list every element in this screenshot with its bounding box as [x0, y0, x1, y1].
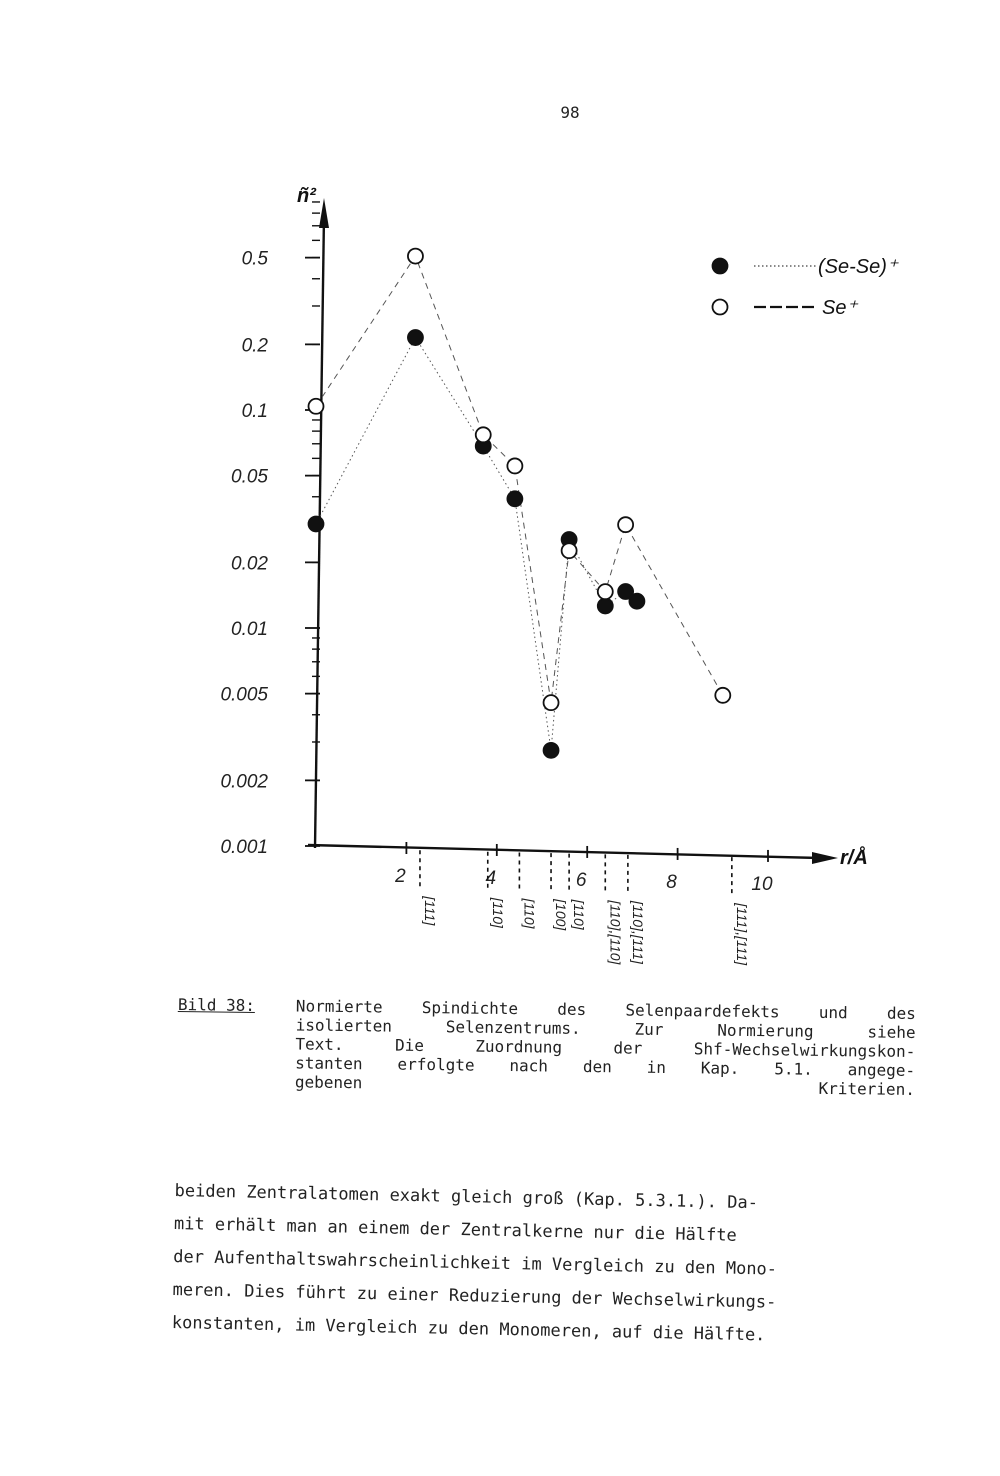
- y-tick-label: 0.05: [231, 466, 268, 488]
- x-tick-label: 2: [395, 865, 406, 887]
- data-point-open: [598, 584, 613, 599]
- y-axis-arrow: [319, 198, 329, 228]
- data-point-filled: [408, 330, 423, 345]
- caption-text: [295, 996, 916, 1099]
- x-tick-label: 10: [751, 873, 773, 895]
- y-tick-label: 0.5: [241, 248, 268, 270]
- y-tick-label: 0.1: [241, 401, 268, 422]
- page-number: 98: [560, 103, 580, 122]
- data-point-filled: [507, 491, 522, 506]
- x-tick-label: 8: [666, 871, 677, 893]
- x-axis: [308, 845, 820, 858]
- legend-marker: [713, 300, 728, 315]
- data-point-open: [408, 249, 423, 264]
- y-tick-label: 0.002: [220, 771, 268, 793]
- data-point-open: [618, 517, 633, 532]
- data-point-open: [562, 543, 577, 558]
- data-point-open: [476, 427, 491, 442]
- direction-marker-label: [110]: [489, 897, 506, 928]
- caption-line: isolierten Selenzentrums. Zur Normierung siehe: [295, 1015, 916, 1043]
- body-line: konstanten, im Vergleich zu den Monomeren, auf die Hälfte.: [171, 1312, 766, 1346]
- data-point-filled: [544, 743, 559, 758]
- x-axis-title: r/Å: [840, 847, 868, 869]
- x-tick-label: 4: [485, 867, 497, 889]
- y-tick-label: 0.005: [220, 684, 268, 706]
- y-tick-label: 0.02: [231, 553, 268, 575]
- caption-line: stanten erfolgte nach den in Kap. 5.1. angege-: [295, 1053, 916, 1081]
- body-line: meren. Dies führt zu einer Reduzierung der Wechselwirkungs-: [172, 1279, 777, 1313]
- direction-marker-label: [111]: [421, 896, 438, 926]
- legend-label: (Se-Se)⁺: [818, 256, 898, 278]
- data-point-filled: [309, 516, 324, 531]
- series-line: [316, 256, 723, 703]
- direction-marker-label: [111],[111]: [733, 903, 750, 966]
- body-line: beiden Zentralatomen exakt gleich groß (Kap. 5.3.1.). Da-: [174, 1180, 759, 1214]
- y-tick-label: 0.001: [220, 837, 268, 858]
- y-tick-label: 0.01: [231, 619, 268, 640]
- legend-label: Se⁺: [822, 297, 858, 319]
- body-line: der Aufenthaltswahrscheinlichkeit im Vergleich zu den Mono-: [173, 1246, 778, 1280]
- series-line: [316, 338, 637, 751]
- data-point-open: [507, 458, 522, 473]
- caption-line: Text. Die Zuordnung der Shf-Wechselwirkungskon-: [295, 1034, 916, 1062]
- data-point-filled: [598, 598, 613, 613]
- legend-marker: [713, 259, 728, 274]
- data-point-open: [309, 399, 324, 414]
- direction-marker-label: [100]: [553, 899, 570, 931]
- caption-label: Bild 38:: [177, 995, 256, 1015]
- direction-marker-label: [110],[111]: [629, 900, 646, 964]
- data-point-filled: [629, 594, 644, 609]
- direction-marker-label: [110]: [521, 898, 538, 929]
- direction-marker-label: [110]: [571, 899, 588, 930]
- caption-line: gebenen Kriterien.: [294, 1072, 916, 1100]
- y-axis-title: ñ²: [297, 185, 316, 207]
- body-line: mit erhält man an einem der Zentralkerne nur die Hälfte: [173, 1213, 737, 1246]
- x-tick-label: 6: [575, 869, 587, 891]
- caption-line: Normierte Spindichte des Selenpaardefekts und des: [295, 996, 916, 1024]
- body-paragraph: [172, 1175, 925, 1356]
- y-tick-label: 0.2: [241, 335, 268, 357]
- data-point-open: [544, 695, 559, 710]
- data-point-open: [715, 688, 730, 703]
- x-axis-arrow: [812, 852, 838, 864]
- direction-marker-label: [110],[110]: [607, 900, 624, 965]
